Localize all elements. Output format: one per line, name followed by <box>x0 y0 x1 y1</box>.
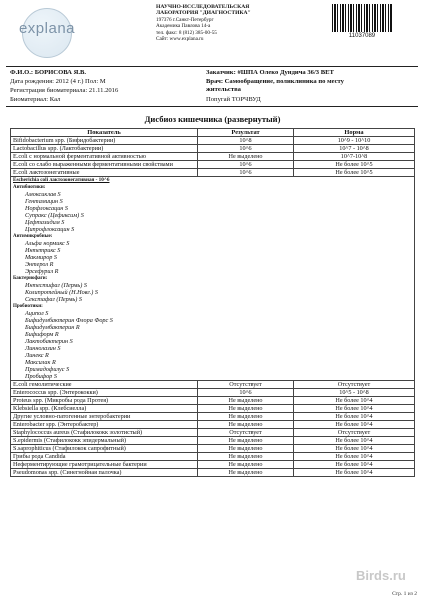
list-item: Лактобактерин S <box>25 338 73 345</box>
antibiotics-list <box>13 191 412 233</box>
cell-norm: Не более 10^5 <box>294 161 415 169</box>
cell-result: Не выделено <box>198 405 294 413</box>
lab-name-line-2: ЛАБОРАТОРИЯ "ДИАГНОСТИКА" <box>156 10 251 17</box>
table-row <box>11 161 415 169</box>
col-header-result: Результат <box>198 129 294 137</box>
cell-norm: Отсутствует <box>294 381 415 389</box>
cell-norm: Не более 10^4 <box>294 445 415 453</box>
cell-norm: Не более 10^5 <box>294 169 415 177</box>
cell-indicator: Pseudomonas spp. (Синегнойная палочка) <box>11 469 198 477</box>
results-table <box>10 128 415 477</box>
cell-norm: Не более 10^4 <box>294 413 415 421</box>
table-row <box>11 145 415 153</box>
cell-indicator: Неферментирующие грамотрицательные бактерии <box>11 461 198 469</box>
cell-norm: 10^7-10^8 <box>294 153 415 161</box>
antimicrobials-list <box>13 240 412 275</box>
lab-address-2: Академика Павлова 14-а <box>156 23 211 30</box>
cell-indicator: S.epidermis (Стафилококк эпидермальный) <box>11 437 198 445</box>
header-divider <box>6 66 418 67</box>
table-row <box>11 389 415 397</box>
lab-logo <box>8 6 84 62</box>
cell-norm: Не более 10^4 <box>294 453 415 461</box>
list-item: Энтерол R <box>25 261 54 268</box>
watermark: Birds.ru <box>356 568 406 583</box>
cell-indicator: E.coli со слабо выраженными ферментативными свойствами <box>11 161 198 169</box>
cell-result: 10^6 <box>198 145 294 153</box>
biomaterial: Биоматериал: Кал <box>10 96 61 103</box>
detail-heading: Escherichia coli лактозонегативная - 10^6 <box>13 177 110 183</box>
list-item: Интетрикс S <box>25 247 61 254</box>
cell-norm: Не более 10^4 <box>294 437 415 445</box>
list-item: Бифидумбактерин R <box>25 324 80 331</box>
list-item: Амоксиклав S <box>25 191 61 198</box>
customer: Заказчик: #ШПА Олеко Дундича 36/3 ВЕТ <box>206 69 334 76</box>
cell-indicator: Klebsiella spp. (Клебсиелла) <box>11 405 198 413</box>
probiotics-label: Пробиотики: <box>13 304 43 309</box>
table-row <box>11 461 415 469</box>
table-row <box>11 445 415 453</box>
phages-list <box>13 282 412 303</box>
patient-name: Ф.И.О.: БОРИСОВА Я.В. <box>10 69 87 76</box>
barcode-number: 11037089 <box>348 33 376 39</box>
phages-label: Бактериофаги: <box>13 276 48 281</box>
list-item: Альфа нормикс S <box>25 240 70 247</box>
col-header-norm: Норма <box>294 129 415 137</box>
table-row <box>11 453 415 461</box>
patient-birth: Дата рождения: 2012 (4 г.) Пол: М <box>10 78 106 85</box>
table-row <box>11 437 415 445</box>
table-row <box>11 421 415 429</box>
cell-indicator: Enterobacter spp. (Энтеробактер) <box>11 421 198 429</box>
list-item: Эрсефурил R <box>25 268 59 275</box>
cell-indicator: Proteus spp. (Микробы рода Протея) <box>11 397 198 405</box>
table-row <box>11 381 415 389</box>
list-item: Цефтазидим S <box>25 219 65 226</box>
cell-result: Не выделено <box>198 453 294 461</box>
list-item: Линнолазин S <box>25 345 61 352</box>
list-item: Аципол S <box>25 310 49 317</box>
table-row <box>11 169 415 177</box>
doctor-line-1: Врач: Самообращение, поликлиника по месту <box>206 78 344 85</box>
cell-indicator: Другие условно-патогенные энтеробактерии <box>11 413 198 421</box>
list-item: Линекс R <box>25 352 49 359</box>
report-title: Дисбиоз кишечника (развернутый) <box>144 114 281 124</box>
table-row <box>11 469 415 477</box>
col-header-indicator: Показатель <box>11 129 198 137</box>
page-number: Стр. 1 из 2 <box>392 591 417 597</box>
list-item: Максилак R <box>25 359 56 366</box>
doctor-line-2: жительства <box>206 86 241 93</box>
table-header-row <box>11 129 415 137</box>
cell-indicator: S.saprophiticus (Стафилокок сапрофитный) <box>11 445 198 453</box>
table-row <box>11 429 415 437</box>
cell-norm: Не более 10^4 <box>294 461 415 469</box>
cell-norm: Не более 10^4 <box>294 421 415 429</box>
table-row <box>11 137 415 145</box>
list-item: Бифиформ R <box>25 331 59 338</box>
probiotics-list <box>13 310 412 380</box>
logo-text: explana <box>18 20 76 37</box>
lab-name-line-1: НАУЧНО-ИССЛЕДОВАТЕЛЬСКАЯ <box>156 4 250 10</box>
list-item: Ципрофлоксацин S <box>25 226 75 233</box>
cell-result: Не выделено <box>198 445 294 453</box>
cell-result: 10^6 <box>198 389 294 397</box>
cell-indicator: Bifidobacterium spp. (Бифидобактерии) <box>11 137 198 145</box>
list-item: Секстафаг (Пермь) S <box>25 296 82 303</box>
cell-norm: Отсутствует <box>294 429 415 437</box>
antifungals-label: Антимикробные: <box>13 234 53 239</box>
cell-indicator: E.coli гемолитические <box>11 381 198 389</box>
table-row <box>11 413 415 421</box>
patient-divider <box>6 106 418 107</box>
pet-info: Попугай ТОРЧВУД <box>206 96 261 103</box>
barcode-icon <box>332 4 392 32</box>
list-item: Макмирор S <box>25 254 58 261</box>
cell-norm: 10^9 - 10^10 <box>294 137 415 145</box>
cell-result: 10^8 <box>198 137 294 145</box>
detail-row <box>11 177 415 381</box>
lab-address-1: 197376 г.Санкт-Петербург <box>156 16 214 23</box>
cell-result: Не выделено <box>198 469 294 477</box>
cell-result: Отсутствует <box>198 381 294 389</box>
lab-contacts <box>156 4 326 42</box>
cell-result: 10^6 <box>198 169 294 177</box>
table-row <box>11 397 415 405</box>
cell-indicator: Enterococcus spp. (Энтерококки) <box>11 389 198 397</box>
cell-norm: 10^7 - 10^8 <box>294 145 415 153</box>
cell-result: Не выделено <box>198 413 294 421</box>
lab-site: Сайт: www.explana.ru <box>156 36 204 43</box>
cell-norm: Не более 10^4 <box>294 397 415 405</box>
table-row <box>11 153 415 161</box>
antibiotics-label: Антибиотики: <box>13 185 46 190</box>
cell-result: Не выделено <box>198 153 294 161</box>
cell-indicator: E.coli лактозонегативные <box>11 169 198 177</box>
cell-norm: Не более 10^4 <box>294 405 415 413</box>
cell-result: Не выделено <box>198 437 294 445</box>
list-item: Гентамицин S <box>25 198 63 205</box>
cell-norm: 10^5 - 10^8 <box>294 389 415 397</box>
list-item: Бифидумбактерин Флора Форс S <box>25 317 113 324</box>
cell-result: Не выделено <box>198 397 294 405</box>
list-item: Супракс (Цефиксим) S <box>25 212 84 219</box>
list-item: Норфлоксацин S <box>25 205 68 212</box>
list-item: Пробифор S <box>25 373 57 380</box>
lab-phone: тел. факс: 8 (812) 385-00-55 <box>156 29 217 36</box>
cell-result: Отсутствует <box>198 429 294 437</box>
list-item: Интестифаг (Пермь) S <box>25 282 87 289</box>
cell-result: Не выделено <box>198 421 294 429</box>
list-item: Колипротейный (Н.Новг.) S <box>25 289 98 296</box>
cell-result: Не выделено <box>198 461 294 469</box>
table-row <box>11 405 415 413</box>
cell-norm: Не более 10^4 <box>294 469 415 477</box>
cell-indicator: Lactobacillus spp. (Лактобактерии) <box>11 145 198 153</box>
sensitivity-detail <box>11 177 415 381</box>
list-item: Примадофилус S <box>25 366 70 373</box>
cell-indicator: Staphylococcus aureus (Стафилококк золотистый) <box>11 429 198 437</box>
cell-indicator: E.coli с нормальной ферментативной активностью <box>11 153 198 161</box>
cell-result: 10^6 <box>198 161 294 169</box>
cell-indicator: Грибы рода Candida <box>11 453 198 461</box>
registration-date: Регистрация биоматериала: 21.11.2016 <box>10 87 119 94</box>
